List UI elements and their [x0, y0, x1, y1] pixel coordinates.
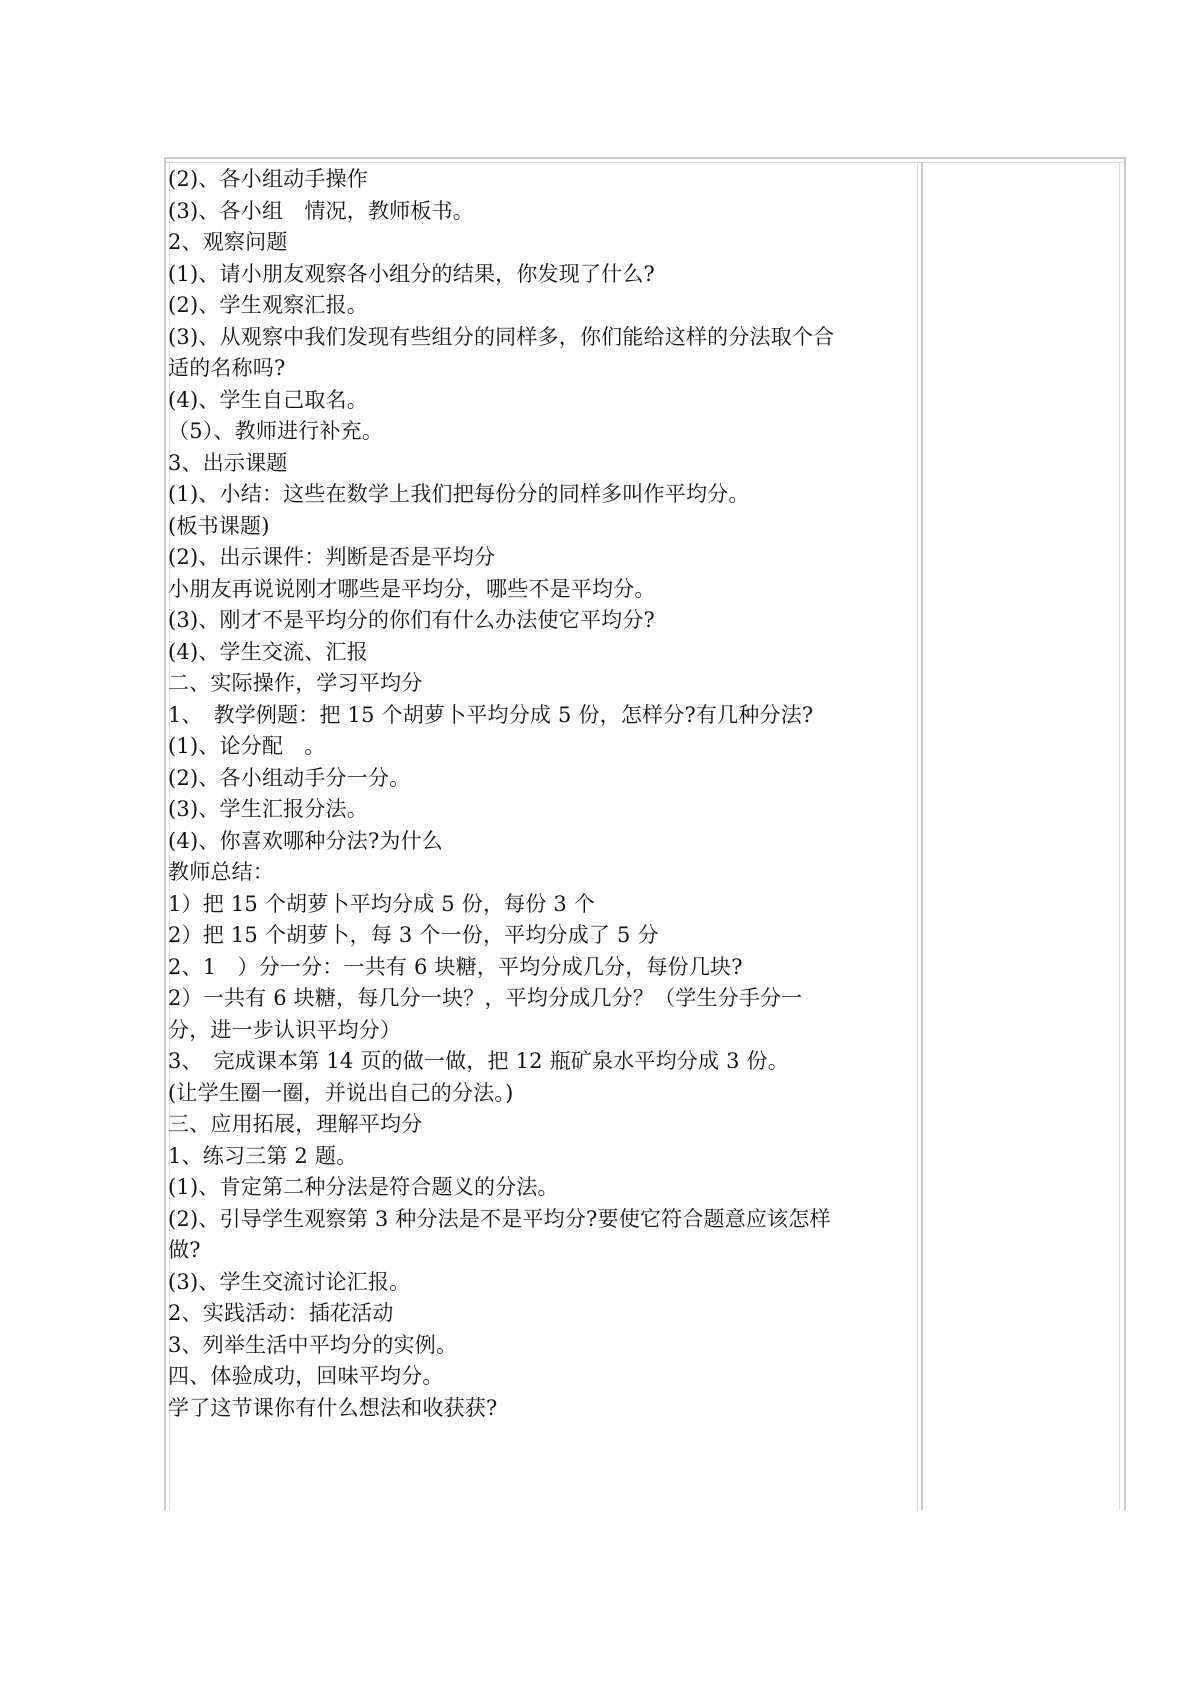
text-line: 1）把 15 个胡萝卜平均分成 5 份，每份 3 个 — [168, 891, 596, 916]
table-border-top-inner — [164, 162, 1126, 163]
table-border-right — [1124, 157, 1126, 1510]
lesson-plan-text — [168, 164, 916, 1424]
text-line: 2、观察问题 — [168, 230, 288, 254]
text-line: (2)、各小组动手分一分。 — [168, 765, 411, 790]
text-line: (3)、学生汇报分法。 — [168, 797, 368, 821]
text-line: (3)、从观察中我们发现有些组分的同样多，你们能给这样的分法取个合 — [168, 324, 835, 349]
text-line: (1)、肯定第二种分法是符合题义的分法。 — [168, 1175, 559, 1199]
text-line: 二、实际操作，学习平均分 — [168, 671, 423, 695]
text-line: 1、 教学例题：把 15 个胡萝卜平均分成 5 份，怎样分?有几种分法? — [168, 702, 814, 727]
text-line: (让学生圈一圈，并说出自己的分法。) — [168, 1080, 514, 1105]
text-line: (2)、出示课件：判断是否是平均分 — [168, 545, 496, 569]
table-border-top — [164, 157, 1126, 159]
text-line: (1)、请小朋友观察各小组分的结果，你发现了什么? — [168, 261, 656, 286]
text-line: (3)、各小组 情况，教师板书。 — [168, 198, 474, 223]
text-line: 3、出示课题 — [168, 450, 288, 475]
table-border-left — [164, 157, 166, 1510]
text-line: (板书课题) — [168, 513, 270, 538]
text-line: 3、列举生活中平均分的实例。 — [168, 1332, 458, 1357]
text-line: 四、体验成功，回味平均分。 — [168, 1364, 444, 1388]
text-line: (4)、学生交流、汇报 — [168, 639, 368, 664]
text-line: (4)、学生自己取名。 — [168, 387, 368, 412]
text-line: 做? — [168, 1238, 201, 1262]
text-line: (3)、刚才不是平均分的你们有什么办法使它平均分? — [168, 608, 656, 632]
text-line: 1、练习三第 2 题。 — [168, 1143, 358, 1168]
table-column-divider-inner — [921, 162, 923, 1510]
text-line: (2)、学生观察汇报。 — [168, 293, 368, 317]
text-line: 适的名称吗? — [168, 356, 286, 380]
text-line: (3)、学生交流讨论汇报。 — [168, 1269, 411, 1294]
text-line: （5）、教师进行补充。 — [168, 419, 384, 443]
text-line: 2）把 15 个胡萝卜，每 3 个一份，平均分成了 5 分 — [168, 923, 659, 947]
text-line: 三、应用拓展，理解平均分 — [168, 1112, 423, 1136]
text-line: 教师总结： — [168, 860, 274, 884]
text-line: (2)、各小组动手操作 — [168, 167, 368, 191]
text-line: 3、 完成课本第 14 页的做一做，把 12 瓶矿泉水平均分成 3 份。 — [168, 1049, 789, 1073]
text-line: (4)、你喜欢哪种分法?为什么 — [168, 828, 444, 853]
text-line: 学了这节课你有什么想法和收获获? — [168, 1395, 498, 1420]
text-line: 2、1 ）分一分：一共有 6 块糖，平均分成几分，每份几块? — [168, 954, 743, 979]
text-line: (1)、小结：这些在数学上我们把每份分的同样多叫作平均分。 — [168, 482, 750, 506]
text-line: 小朋友再说说刚才哪些是平均分，哪些不是平均分。 — [168, 576, 656, 601]
table-border-right-inner — [1119, 162, 1120, 1510]
text-line: 分，进一步认识平均分） — [168, 1017, 402, 1042]
text-line: (2)、引导学生观察第 3 种分法是不是平均分?要使它符合题意应该怎样 — [168, 1206, 831, 1231]
text-line: (1)、论分配 。 — [168, 734, 326, 758]
text-line: 2）一共有 6 块糖，每几分一块？，平均分成几分？（学生分手分一 — [168, 986, 803, 1010]
text-line: 2、实践活动：插花活动 — [168, 1301, 394, 1325]
table-column-divider — [917, 162, 918, 1510]
